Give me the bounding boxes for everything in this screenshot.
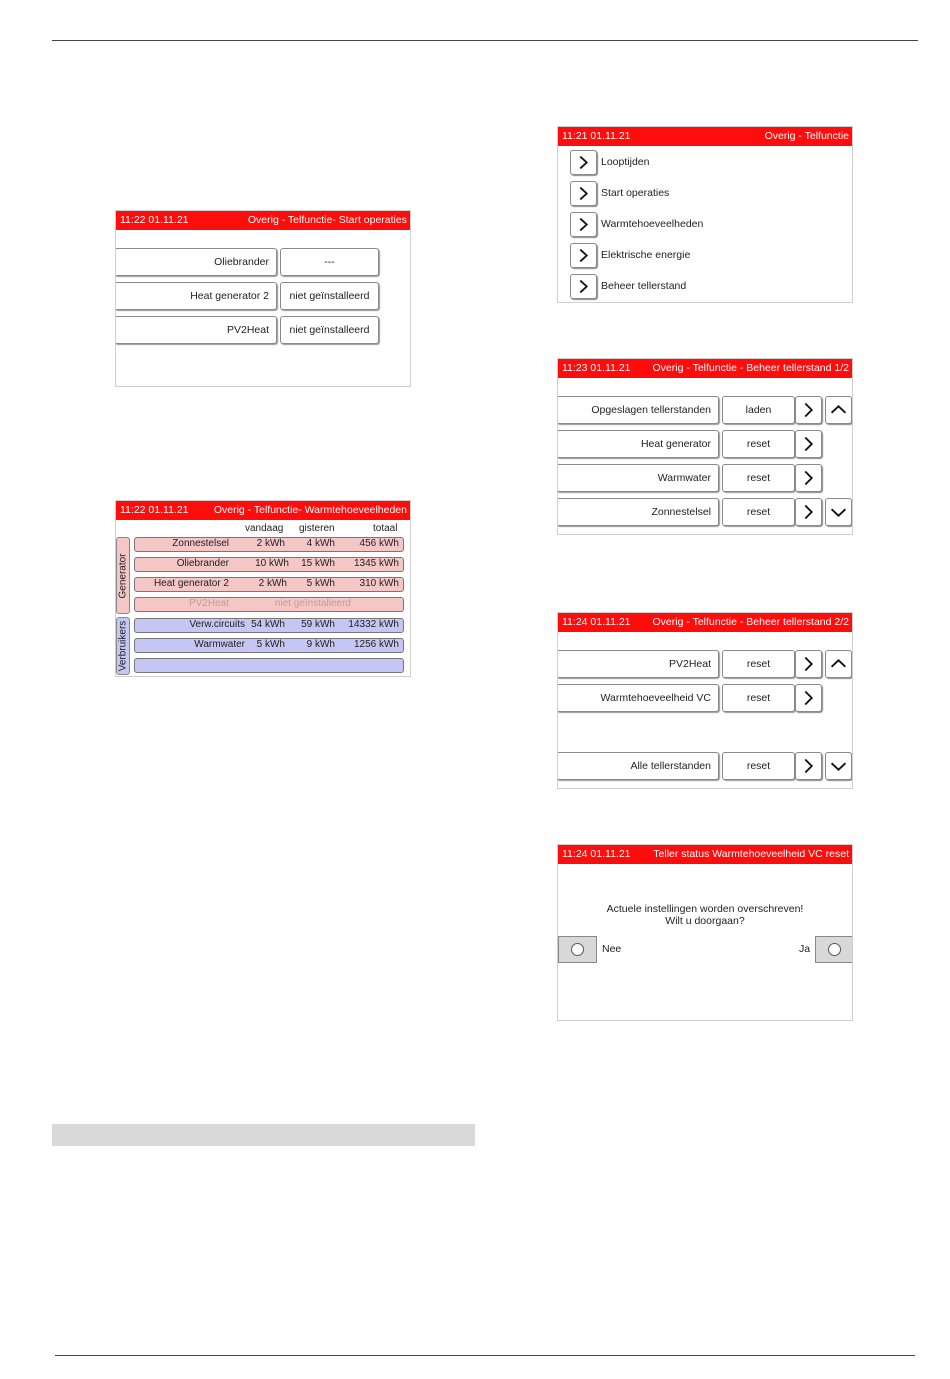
scroll-up-button[interactable] xyxy=(825,396,852,424)
chevron-down-icon xyxy=(826,499,851,525)
row-label-alle-tellerstanden: Alle tellerstanden xyxy=(557,752,719,780)
reset-pv2heat-button[interactable] xyxy=(795,650,822,678)
scroll-down-button[interactable] xyxy=(825,498,852,526)
row-action-reset: reset xyxy=(722,498,795,526)
table-row-empty xyxy=(134,658,404,673)
row-action-reset: reset xyxy=(722,650,795,678)
chevron-right-icon xyxy=(571,244,596,267)
no-radio-button[interactable] xyxy=(558,936,597,963)
dialog-message-line2: Wilt u doorgaan? xyxy=(665,915,745,927)
row-label-warmwater: Warmwater xyxy=(557,464,719,492)
row-label-zonnestelsel: Zonnestelsel xyxy=(557,498,719,526)
menu-item-warmtehoeveelheden[interactable]: Warmtehoeveelheden xyxy=(601,218,704,230)
row-label-opgeslagen-tellerstanden: Opgeslagen tellerstanden xyxy=(557,396,719,424)
row-label-heat-generator-2: Heat generator 2 xyxy=(115,282,277,310)
menu-item-elektrische-energie[interactable]: Elektrische energie xyxy=(601,249,691,261)
header-time: 11:22 01.11.21 xyxy=(120,214,189,226)
circle-icon xyxy=(828,943,841,956)
bottom-rule xyxy=(55,1355,915,1356)
dialog-message xyxy=(558,903,852,927)
menu-item-beheer-tellerstand[interactable]: Beheer tellerstand xyxy=(601,280,687,292)
scroll-up-button[interactable] xyxy=(825,650,852,678)
header-time: 11:21 01.11.21 xyxy=(562,130,631,142)
menu-button-looptijden[interactable] xyxy=(570,150,597,175)
menu-button-start-operaties[interactable] xyxy=(570,181,597,206)
header-time: 11:24 01.11.21 xyxy=(562,848,631,860)
yes-label: Ja xyxy=(799,943,811,955)
menu-button-elektrische-energie[interactable] xyxy=(570,243,597,268)
top-rule xyxy=(52,40,918,41)
row-value-pv2heat: niet geïnstalleerd xyxy=(280,316,379,344)
table-row: Zonnestelsel 2 kWh 4 kWh 456 kWh xyxy=(134,537,404,552)
row-value-oliebrander: --- xyxy=(280,248,379,276)
menu-item-looptijden[interactable]: Looptijden xyxy=(601,156,650,168)
chevron-right-icon xyxy=(571,182,596,205)
row-label-pv2heat: PV2Heat xyxy=(557,650,719,678)
chevron-right-icon xyxy=(796,651,821,677)
reset-zonnestelsel-button[interactable] xyxy=(795,498,822,526)
column-gisteren: gisteren xyxy=(299,523,335,534)
beheer-tellerstand-2-screen xyxy=(557,612,853,789)
reset-warmtehoeveelheid-vc-button[interactable] xyxy=(795,684,822,712)
row-label-heat-generator: Heat generator xyxy=(557,430,719,458)
table-row: Verw.circuits 54 kWh 59 kWh 14332 kWh xyxy=(134,618,404,633)
screen-header xyxy=(558,613,852,632)
chevron-right-icon xyxy=(796,499,821,525)
menu-button-beheer-tellerstand[interactable] xyxy=(570,274,597,299)
table-row: Oliebrander 10 kWh 15 kWh 1345 kWh xyxy=(134,557,404,572)
scroll-down-button[interactable] xyxy=(825,752,852,780)
column-totaal: totaal xyxy=(373,523,398,534)
header-title: Overig - Telfunctie - Beheer tellerstand 2/2 xyxy=(652,616,849,628)
screen-header xyxy=(116,211,410,230)
header-title: Overig - Telfunctie- Warmtehoeveelheden xyxy=(213,504,407,516)
screen-header xyxy=(558,127,852,146)
row-label-oliebrander: Oliebrander xyxy=(115,248,277,276)
chevron-right-icon xyxy=(571,151,596,174)
row-label-pv2heat: PV2Heat xyxy=(115,316,277,344)
screen-header xyxy=(558,845,852,864)
no-label: Nee xyxy=(602,943,622,955)
tab-verbruikers-label: Verbruikers xyxy=(117,620,129,672)
row-action-reset: reset xyxy=(722,430,795,458)
table-row: Heat generator 2 2 kWh 5 kWh 310 kWh xyxy=(134,577,404,592)
menu-button-warmtehoeveelheden[interactable] xyxy=(570,212,597,237)
reset-alle-tellerstanden-button[interactable] xyxy=(795,752,822,780)
yes-radio-button[interactable] xyxy=(815,936,853,963)
laden-button[interactable] xyxy=(795,396,822,424)
chevron-right-icon xyxy=(571,213,596,236)
header-time: 11:22 01.11.21 xyxy=(120,504,189,516)
chevron-right-icon xyxy=(796,397,821,423)
menu-item-start-operaties[interactable]: Start operaties xyxy=(601,187,670,199)
warmtehoeveelheden-screen xyxy=(115,500,411,677)
header-title: Overig - Telfunctie xyxy=(764,130,849,142)
chevron-right-icon xyxy=(796,685,821,711)
dialog-message-line1: Actuele instellingen worden overschreven! xyxy=(606,903,804,915)
telfunctie-screen xyxy=(557,126,853,303)
chevron-right-icon xyxy=(796,431,821,457)
chevron-up-icon xyxy=(826,397,851,423)
header-title: Teller status Warmtehoeveelheid VC reset xyxy=(653,848,849,860)
tab-verbruikers[interactable] xyxy=(116,617,130,675)
screen-header xyxy=(116,501,410,520)
row-action-reset: reset xyxy=(722,684,795,712)
table-row-pv2heat: PV2Heat niet geïnstalleerd xyxy=(134,597,404,612)
row-action-reset: reset xyxy=(722,752,795,780)
row-action-reset: reset xyxy=(722,464,795,492)
screen-header xyxy=(558,359,852,378)
header-time: 11:23 01.11.21 xyxy=(562,362,631,374)
chevron-right-icon xyxy=(796,753,821,779)
circle-icon xyxy=(571,943,584,956)
row-action-laden: laden xyxy=(722,396,795,424)
reset-warmwater-button[interactable] xyxy=(795,464,822,492)
row-label-warmtehoeveelheid-vc: Warmtehoeveelheid VC xyxy=(557,684,719,712)
tab-generator[interactable] xyxy=(116,537,130,614)
reset-heat-generator-button[interactable] xyxy=(795,430,822,458)
header-title: Overig - Telfunctie- Start operaties xyxy=(247,214,407,226)
tab-generator-label: Generator xyxy=(117,552,129,599)
start-operaties-screen xyxy=(115,210,411,387)
chevron-up-icon xyxy=(826,651,851,677)
chevron-right-icon xyxy=(796,465,821,491)
section-band xyxy=(52,1124,475,1146)
chevron-right-icon xyxy=(571,275,596,298)
beheer-tellerstand-1-screen xyxy=(557,358,853,535)
row-value-heat-generator-2: niet geïnstalleerd xyxy=(280,282,379,310)
header-title: Overig - Telfunctie - Beheer tellerstand 1/2 xyxy=(652,362,849,374)
column-vandaag: vandaag xyxy=(245,523,284,534)
chevron-down-icon xyxy=(826,753,851,779)
table-row: Warmwater 5 kWh 9 kWh 1256 kWh xyxy=(134,638,404,653)
reset-dialog-screen xyxy=(557,844,853,1021)
header-time: 11:24 01.11.21 xyxy=(562,616,631,628)
